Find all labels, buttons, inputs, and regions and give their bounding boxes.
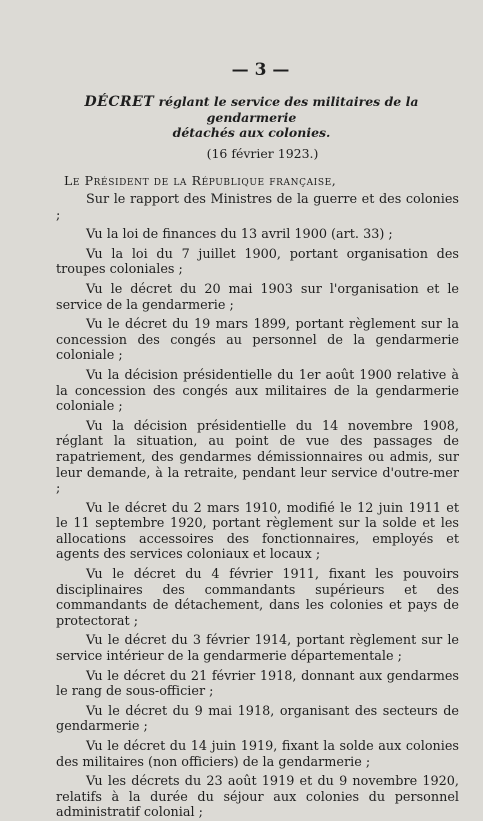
decree-title [44, 94, 459, 140]
preamble-paragraph: Vu les décrets du 23 août 1919 et du 9 novembre 1920, relatifs à la durée du séjour aux colonies du personnel administratif colonial ; [56, 774, 459, 821]
preamble-paragraph: Vu la loi du 7 juillet 1900, portant organisation des troupes coloniales ; [56, 246, 459, 278]
preamble-paragraph: Vu la décision présidentielle du 1er août 1900 relative à la concession des congés aux militaires de la gendarmerie coloniale ; [56, 367, 459, 415]
preamble-paragraph: Vu le décret du 21 février 1918, donnant aux gendarmes le rang de sous-officier ; [56, 668, 459, 700]
preamble-paragraph: Vu le décret du 20 mai 1903 sur l'organisation et le service de la gendarmerie ; [56, 281, 459, 313]
preamble-paragraph: Vu la loi de finances du 13 avril 1900 (art. 33) ; [86, 227, 393, 243]
decree-title-keyword: DÉCRET [84, 94, 155, 110]
preamble-paragraph: Sur le rapport des Ministres de la guerre et des colonies ; [56, 192, 459, 223]
decree-date: (16 février 1923.) [206, 146, 319, 161]
preamble-paragraph: Vu le décret du 14 juin 1919, fixant la solde aux colonies des militaires (non officiers) de la gendarmerie ; [56, 739, 459, 770]
preamble-paragraph: Vu le décret du 2 mars 1910, modifié le 12 juin 1911 et le 11 septembre 1920, portant règlement sur la solde et les allocations accessoires des fonctionnaires, employés et agents des services coloniaux et locaux ; [56, 500, 459, 563]
preamble-paragraph: Vu la décision présidentielle du 14 novembre 1908, réglant la situation, au point de vue des passages de rapatriement, des gendarmes démissionnaires ou admis, sur leur demande, à la retraite, pendant leur service d'outre-mer ; [56, 418, 459, 497]
page-number: — 3 — [231, 60, 290, 80]
decree-title-line1: réglant le service des militaires de la gendarmerie [158, 94, 419, 125]
preamble-paragraph: Vu le décret du 9 mai 1918, organisant des secteurs de gendarmerie ; [56, 703, 459, 735]
decree-title-line2: détachés aux colonies. [172, 125, 331, 140]
preamble-paragraph: Vu le décret du 3 février 1914, portant règlement sur le service intérieur de la gendarmerie départementale ; [56, 633, 459, 665]
president-heading: Le Président de la République française, [64, 173, 337, 188]
preamble-paragraphs [56, 192, 459, 821]
preamble-paragraph: Vu le décret du 19 mars 1899, portant règlement sur la concession des congés au personnel de la gendarmerie coloniale ; [56, 317, 459, 364]
preamble-paragraph: Vu le décret du 4 février 1911, fixant les pouvoirs disciplinaires des commandants supérieurs et des commandants de détachement, dans les colonies et pays de protectorat ; [56, 567, 459, 629]
